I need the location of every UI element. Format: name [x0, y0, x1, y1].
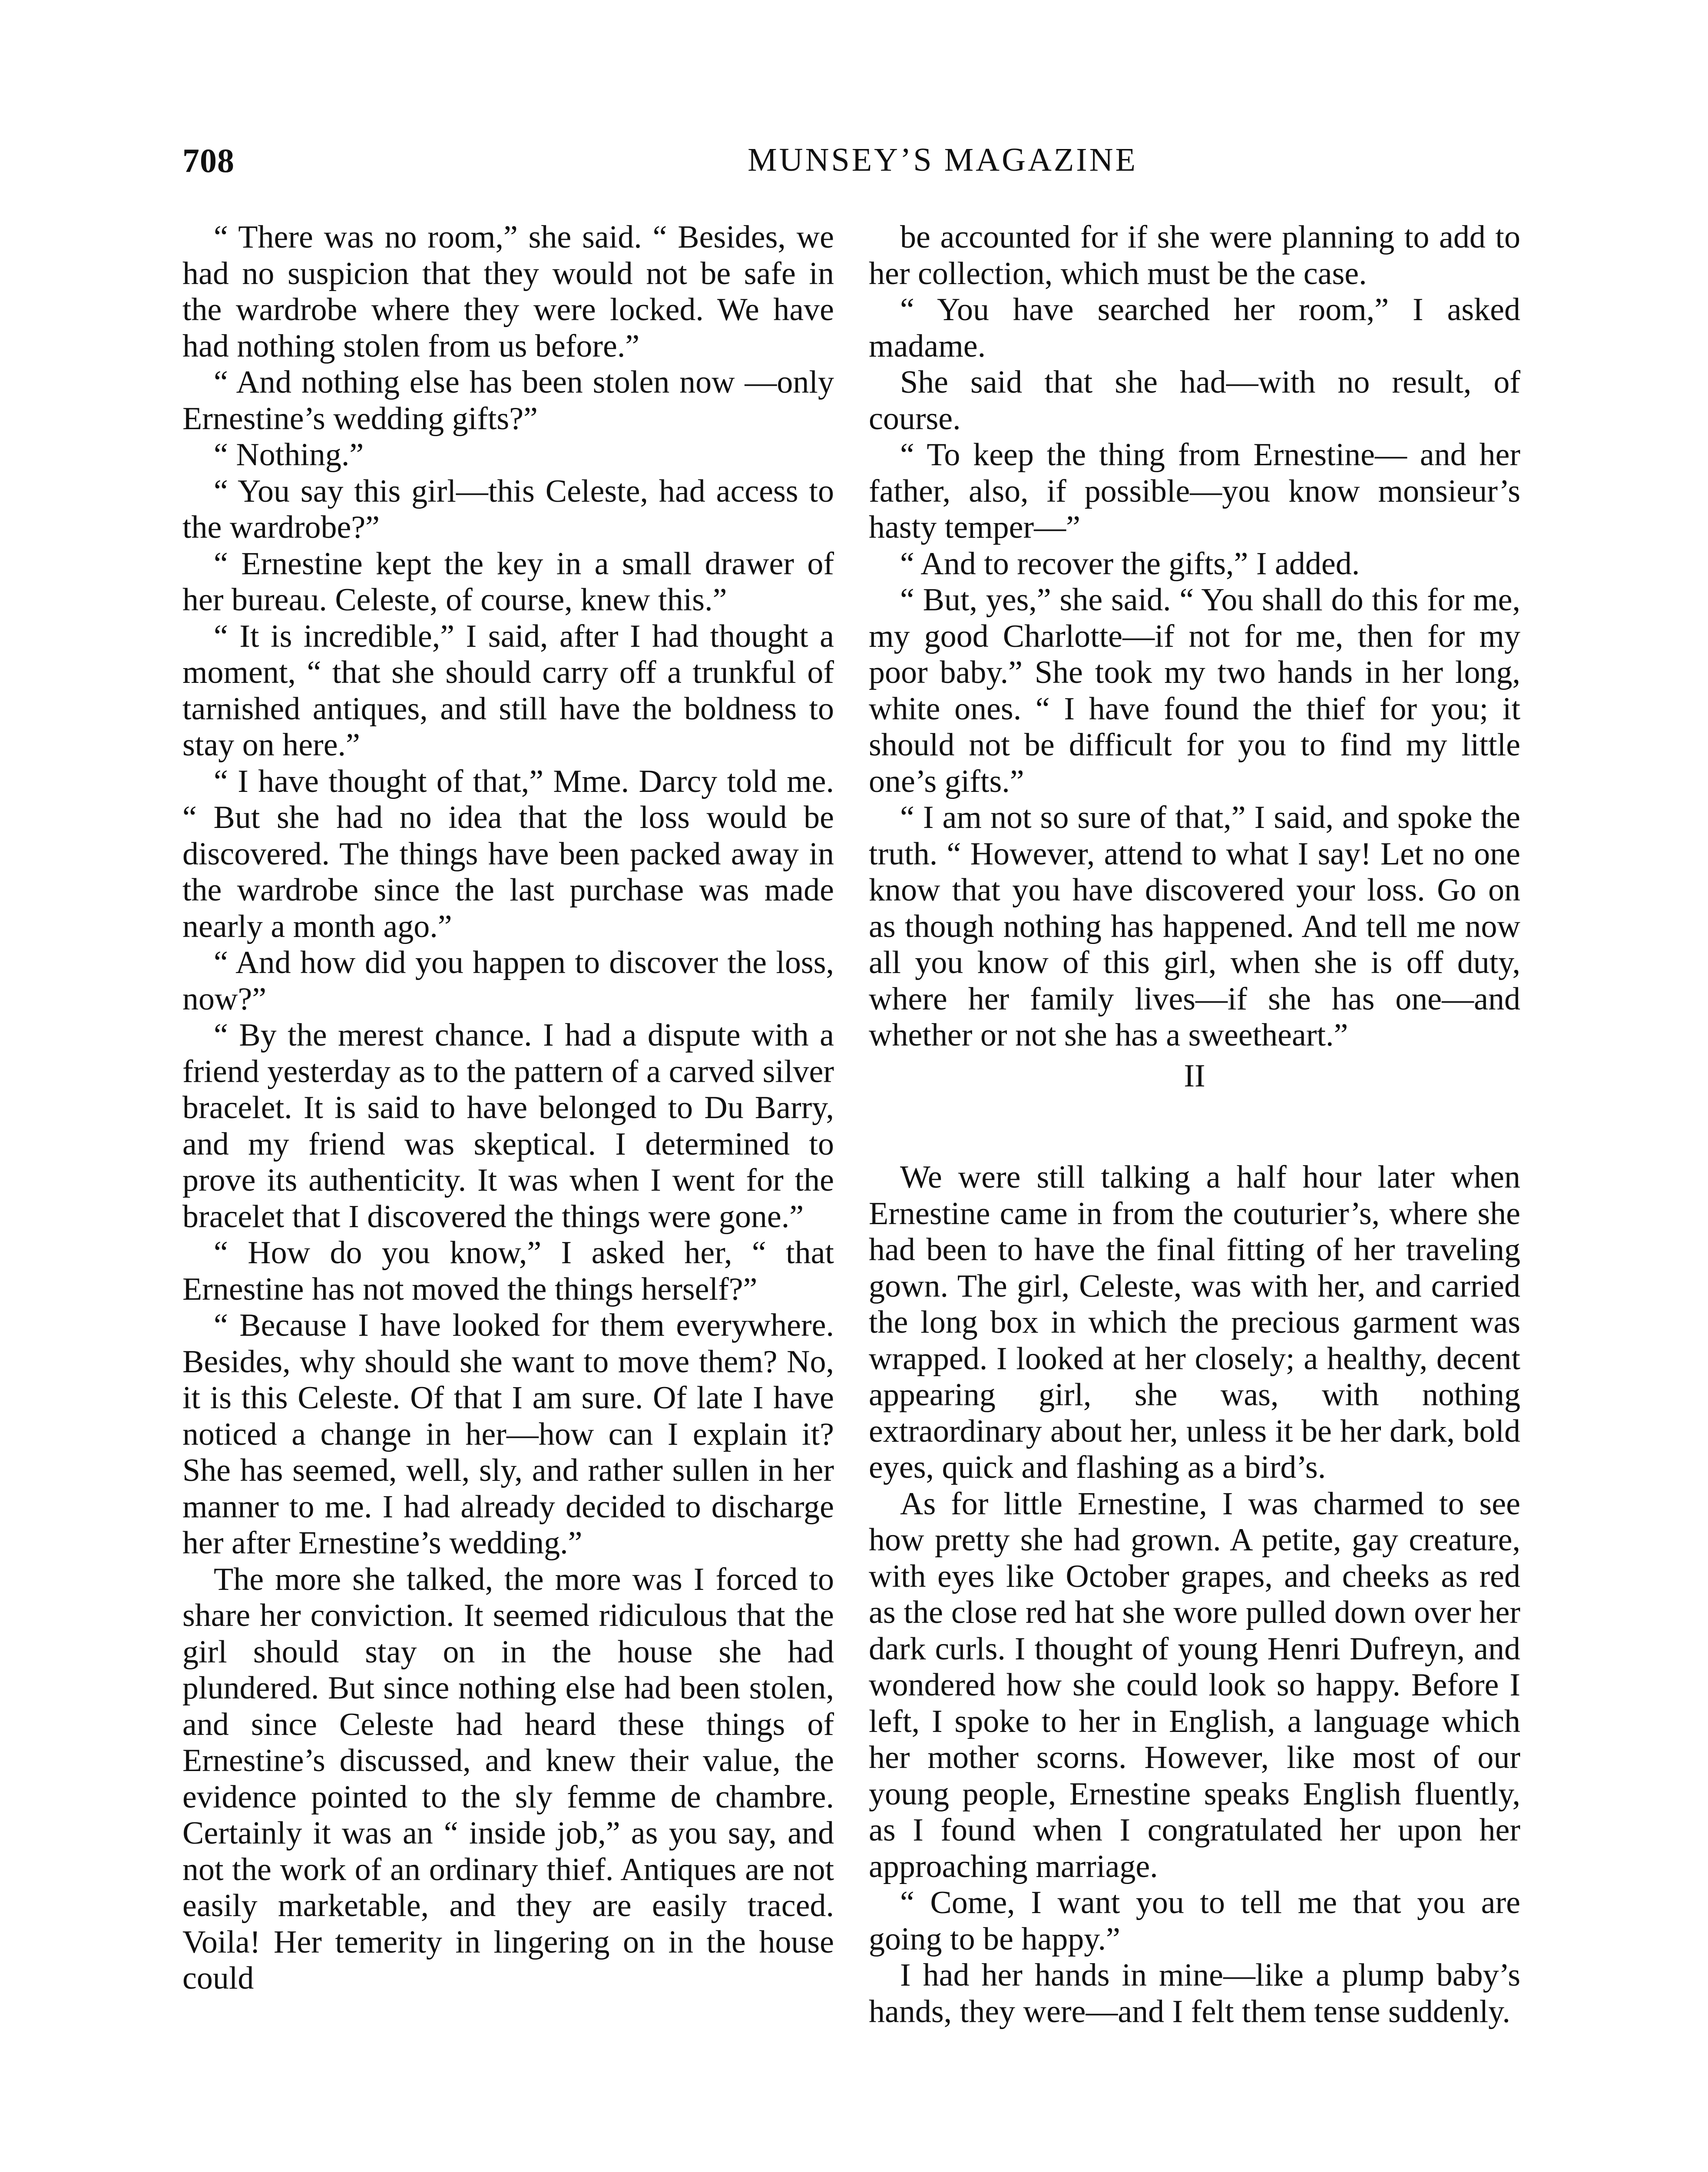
paragraph: “ There was no room,” she said. “ Besides, we had no suspicion that they would not be safe in the wardrobe where they were locked. We have had nothing stolen from us before.” [182, 219, 834, 364]
page-header [182, 141, 1529, 189]
paragraph: “ And how did you happen to discover the loss, now?” [182, 945, 834, 1017]
paragraph: I had her hands in mine—like a plump baby’s hands, they were—and I felt them tense suddenly. [869, 1957, 1520, 2030]
paragraph: “ How do you know,” I asked her, “ that Ernestine has not moved the things herself?” [182, 1235, 834, 1307]
right-column [869, 219, 1520, 2030]
paragraph: “ And to recover the gifts,” I added. [900, 546, 1360, 582]
paragraph: “ I have thought of that,” Mme. Darcy told me. “ But she had no idea that the loss would be discovered. The things have been packed away in the wardrobe since the last purchase was made nearly a month ago.” [182, 763, 834, 944]
paragraph: “ You have searched her room,” I asked madame. [869, 292, 1520, 364]
paragraph: “ But, yes,” she said. “ You shall do this for me, my good Charlotte—if not for me, then for my poor baby.” She took my two hands in her long, white ones. “ I have found the thief for you; it should not be difficult for you to find my little one’s gifts.” [869, 582, 1520, 799]
paragraph: As for little Ernestine, I was charmed to see how pretty she had grown. A petite, gay creature, with eyes like October grapes, and cheeks as red as the close red hat she wore pulled down over her dark curls. I thought of young Henri Dufreyn, and wondered how she could look so happy. Before I left, I spoke to her in English, a language which her mother scorns. However, like most of our young people, Ernestine speaks English fluently, as I found when I congratulated her upon her approaching marriage. [869, 1486, 1520, 1884]
paragraph: She said that she had—with no result, of course. [869, 364, 1520, 437]
paragraph: “ By the merest chance. I had a dispute with a friend yesterday as to the pattern of a carved silver bracelet. It is said to have belonged to Du Barry, and my friend was skeptical. I determined to prove its authenticity. It was when I went for the bracelet that I discovered the things were gone.” [182, 1017, 834, 1235]
paragraph: “ Nothing.” [214, 437, 364, 473]
paragraph: “ It is incredible,” I said, after I had thought a moment, “ that she should carry off a trunkful of tarnished antiques, and still have the boldness to stay on here.” [182, 618, 834, 763]
running-title: MUNSEY’S MAGAZINE [748, 142, 1138, 178]
paragraph: “ And nothing else has been stolen now —only Ernestine’s wedding gifts?” [182, 364, 834, 437]
paragraph: We were still talking a half hour later when Ernestine came in from the couturier’s, where she had been to have the final fitting of her traveling gown. The girl, Celeste, was with her, and carried the long box in which the precious garment was wrapped. I looked at her closely; a healthy, decent appearing girl, she was, with nothing extraordinary about her, unless it be her dark, bold eyes, quick and flashing as a bird’s. [869, 1159, 1520, 1485]
paragraph: “ You say this girl—this Celeste, had access to the wardrobe?” [182, 473, 834, 545]
left-column [182, 219, 834, 1997]
paragraph: “ Come, I want you to tell me that you are going to be happy.” [869, 1885, 1520, 1957]
paragraph: be accounted for if she were planning to add to her collection, which must be the case. [869, 219, 1520, 291]
paragraph: “ Ernestine kept the key in a small drawer of her bureau. Celeste, of course, knew this.” [182, 546, 834, 618]
paragraph: “ Because I have looked for them everywhere. Besides, why should she want to move them? No, it is this Celeste. Of that I am sure. Of late I have noticed a change in her—how can I explain it? She has seemed, well, sly, and rather sullen in her manner to me. I had already decided to discharge her after Ernestine’s wedding.” [182, 1308, 834, 1561]
paragraph: “ To keep the thing from Ernestine— and her father, also, if possible—you know monsieur’s hasty temper—” [869, 437, 1520, 545]
paragraph: The more she talked, the more was I forced to share her conviction. It seemed ridiculous that the girl should stay on in the house she had plundered. But since nothing else had been stolen, and since Celeste had heard these things of Ernestine’s discussed, and knew their value, the evidence pointed to the sly femme de chambre. Certainly it was an “ inside job,” as you say, and not the work of an ordinary thief. Antiques are not easily marketable, and they are easily traced. Voila! Her temerity in lingering on in the house could [182, 1561, 834, 1996]
paragraph: “ I am not so sure of that,” I said, and spoke the truth. “ However, attend to what I say! Let no one know that you have discovered your loss. Go on as though nothing has happened. And tell me now all you know of this girl, when she is off duty, where her family lives—if she has one—and whether or not she has a sweetheart.” [869, 800, 1520, 1053]
page-number: 708 [182, 142, 235, 179]
section-heading: II [1184, 1058, 1205, 1094]
